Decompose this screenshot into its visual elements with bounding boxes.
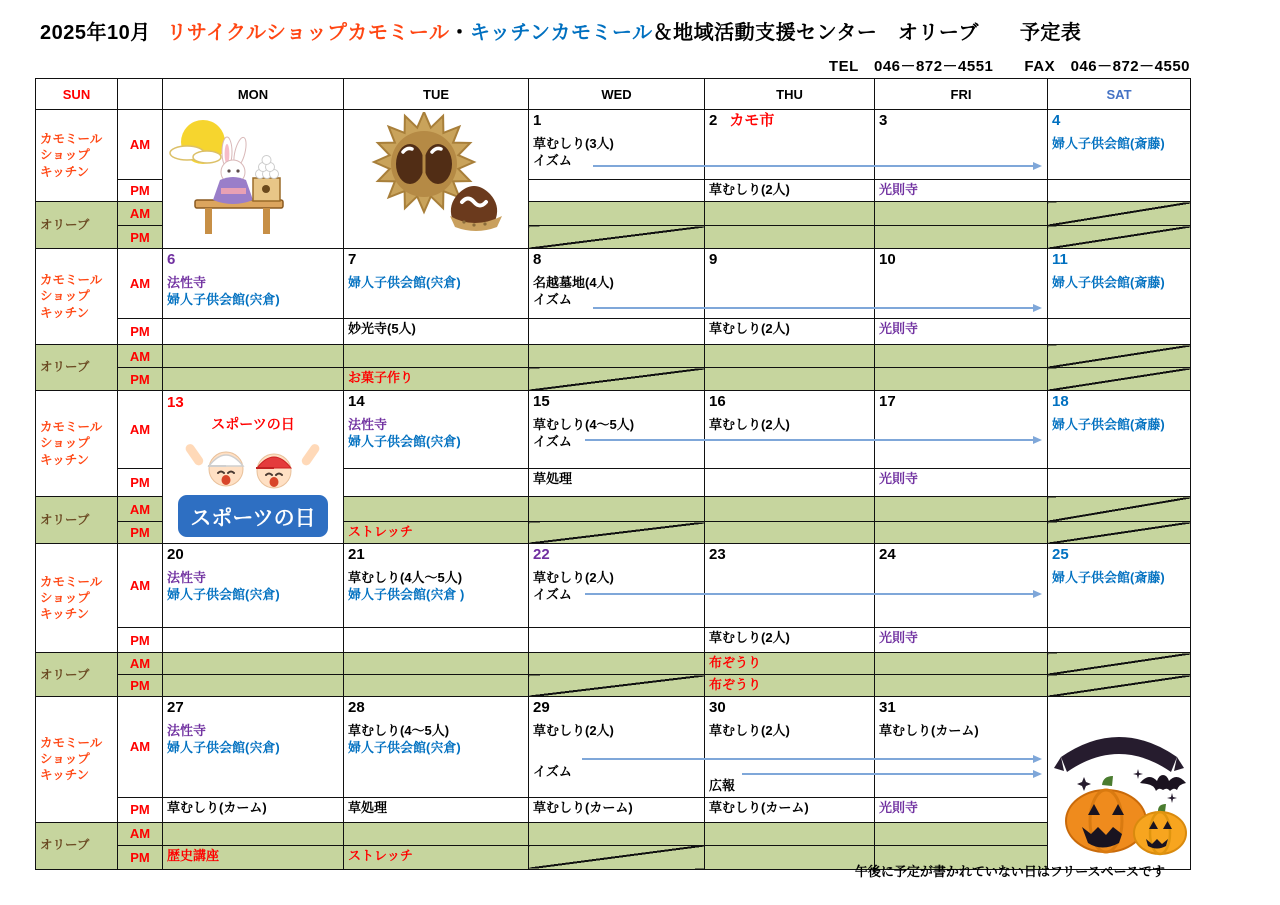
event-label: 婦人子供会館(宍倉) [167, 739, 280, 755]
day-22-olive-pm [529, 675, 705, 697]
event-label: 法性寺 [167, 722, 207, 738]
day-28-am [344, 697, 529, 798]
day-25-am [1048, 544, 1191, 628]
facility-label-olive: オリーブ [36, 822, 118, 869]
ampm-label: AM [118, 345, 163, 368]
event-label: 布ぞうり [709, 655, 762, 671]
day-number: 24 [879, 546, 896, 564]
day-number: 4 [1052, 112, 1061, 129]
day-2-pm [705, 180, 875, 202]
day-4-pm [1048, 180, 1191, 202]
day-2-olive-pm [705, 226, 875, 249]
day-18-olive-am [1048, 497, 1191, 522]
day-20-am [163, 544, 344, 628]
day-10-olive-am [875, 345, 1048, 368]
day-10-olive-pm [875, 368, 1048, 391]
day-30-am [705, 697, 875, 798]
day-15-am [529, 391, 705, 469]
event-label: イズム [533, 433, 572, 449]
day-header-mon: MON [163, 79, 344, 110]
ampm-label: PM [118, 522, 163, 544]
day-27-olive-am [163, 822, 344, 845]
contact-line: TEL 046－872－4551 FAX 046－872－4550 [828, 58, 1190, 75]
day-15-olive-am [529, 497, 705, 522]
facility-label-olive: オリーブ [36, 202, 118, 249]
day-18-am [1048, 391, 1191, 469]
day-21-am [344, 544, 529, 628]
day-25-olive-am [1048, 653, 1191, 675]
ampm-label: AM [118, 822, 163, 845]
day-31-pm [875, 797, 1048, 822]
ampm-label: PM [118, 368, 163, 391]
day-number: 13 [167, 394, 184, 411]
event-label: 光則寺 [879, 182, 919, 197]
day-number: 8 [533, 251, 542, 268]
day-27-pm [163, 797, 344, 822]
day-header-spacer [118, 79, 163, 110]
ampm-label: PM [118, 675, 163, 697]
day-21-olive-pm [344, 675, 529, 697]
ampm-label: AM [118, 202, 163, 226]
day-number: 3 [879, 112, 888, 129]
day-7-am [344, 249, 529, 319]
halloween-banner-text: TRICK OR TREAT [1059, 723, 1179, 757]
day-17-olive-pm [875, 522, 1048, 544]
day-16-pm [705, 469, 875, 497]
day-3-olive-am [875, 202, 1048, 226]
sports-illustration-cell [163, 391, 344, 544]
day-6-olive-am [163, 345, 344, 368]
ampm-label: AM [118, 653, 163, 675]
event-label: 草むしり(2人) [709, 182, 790, 197]
event-label: 光則寺 [879, 321, 919, 336]
day-31-olive-am [875, 822, 1048, 845]
day-24-am [875, 544, 1048, 628]
day-8-olive-pm [529, 368, 705, 391]
event-label: 草むしり(カーム) [879, 722, 979, 738]
event-label: 草むしり(3人) [533, 135, 614, 151]
title-separator: ・ [449, 22, 470, 44]
event-label: 光則寺 [879, 799, 919, 815]
day-2-am [705, 110, 875, 180]
day-29-olive-pm [529, 845, 705, 869]
event-label: 法性寺 [167, 274, 207, 290]
event-label: 婦人子供会館(宍倉) [348, 739, 461, 755]
day-10-pm [875, 319, 1048, 345]
ampm-label: AM [118, 391, 163, 469]
day-20-pm [163, 628, 344, 653]
event-label: 婦人子供会館(斎藤) [1052, 416, 1165, 432]
ampm-label: AM [118, 249, 163, 319]
day-header-fri: FRI [875, 79, 1048, 110]
day-number: 9 [709, 251, 718, 268]
day-14-pm [344, 469, 529, 497]
day-30-pm [705, 797, 875, 822]
day-20-olive-am [163, 653, 344, 675]
day-29-am [529, 697, 705, 798]
event-label: 草処理 [533, 471, 573, 486]
event-label: ストレッチ [348, 847, 413, 863]
day-number: 22 [533, 546, 550, 564]
event-label: 草むしり(カーム) [533, 799, 633, 815]
day-number: 27 [167, 699, 184, 717]
ampm-label: PM [118, 797, 163, 822]
title-month: 2025年10月 [40, 22, 151, 44]
event-label: イズム [533, 152, 572, 168]
ampm-label: AM [118, 497, 163, 522]
halloween-illustration-cell [1048, 697, 1191, 870]
ampm-label: PM [118, 319, 163, 345]
day-6-am [163, 249, 344, 319]
day-24-pm [875, 628, 1048, 653]
facility-label-kamomile: カモミール ショップ キッチン [36, 249, 118, 345]
day-number: 18 [1052, 393, 1069, 410]
event-label: 婦人子供会館(斎藤) [1052, 135, 1165, 151]
chestnut-illustration-cell [344, 110, 529, 249]
event-label: 草むしり(2人) [709, 630, 790, 646]
day-11-olive-am [1048, 345, 1191, 368]
day-4-olive-am [1048, 202, 1191, 226]
day-15-pm [529, 469, 705, 497]
ampm-label: AM [118, 110, 163, 180]
day-4-am [1048, 110, 1191, 180]
day-3-am [875, 110, 1048, 180]
day-24-olive-pm [875, 675, 1048, 697]
day-30-olive-pm [705, 845, 875, 869]
day-number: 15 [533, 393, 550, 410]
day-18-pm [1048, 469, 1191, 497]
event-label: イズム [533, 763, 572, 779]
day-25-pm [1048, 628, 1191, 653]
day-31-am [875, 697, 1048, 798]
event-label: 婦人子供会館(宍倉) [167, 586, 280, 602]
footer-note: 午後に予定が書かれていない日はフリースペースです [854, 864, 1165, 879]
day-11-olive-pm [1048, 368, 1191, 391]
day-30-olive-am [705, 822, 875, 845]
day-14-olive-am [344, 497, 529, 522]
day-9-pm [705, 319, 875, 345]
day-25-olive-pm [1048, 675, 1191, 697]
event-label: カモ市 [729, 112, 775, 129]
sports-illustration [165, 433, 341, 541]
day-header-sat: SAT [1048, 79, 1191, 110]
halloween-illustration [1050, 699, 1188, 859]
event-label: 婦人子供会館(宍倉) [348, 433, 461, 449]
day-9-olive-pm [705, 368, 875, 391]
day-7-olive-am [344, 345, 529, 368]
span-arrow [582, 758, 1040, 760]
day-23-am [705, 544, 875, 628]
day-number: 10 [879, 251, 896, 268]
day-16-olive-am [705, 497, 875, 522]
day-17-pm [875, 469, 1048, 497]
day-number: 16 [709, 393, 726, 410]
day-16-olive-pm [705, 522, 875, 544]
event-label: 草むしり(2人) [533, 722, 614, 738]
tsukimi-illustration [165, 112, 341, 240]
event-label: 光則寺 [879, 630, 919, 646]
ampm-label: PM [118, 469, 163, 497]
event-label: 草むしり(4～5人) [533, 416, 635, 432]
day-28-olive-am [344, 822, 529, 845]
day-number: 17 [879, 393, 896, 410]
event-label: ストレッチ [348, 524, 413, 540]
day-number: 29 [533, 699, 550, 717]
day-1-am [529, 110, 705, 180]
event-label: 草むしり(2人) [533, 569, 614, 585]
event-label: 草むしり(2人) [709, 321, 790, 336]
day-18-olive-pm [1048, 522, 1191, 544]
day-15-olive-pm [529, 522, 705, 544]
day-1-olive-pm [529, 226, 705, 249]
ampm-label: PM [118, 845, 163, 869]
day-22-pm [529, 628, 705, 653]
ampm-label: AM [118, 697, 163, 798]
event-label: 法性寺 [167, 569, 207, 585]
event-label: 婦人子供会館(宍倉) [167, 291, 280, 307]
day-header-sun: SUN [36, 79, 118, 110]
day-28-olive-pm [344, 845, 529, 869]
day-number: 25 [1052, 546, 1069, 564]
day-23-olive-pm [705, 675, 875, 697]
chestnut-illustration [346, 112, 526, 240]
day-number: 21 [348, 546, 365, 564]
event-label: 法性寺 [348, 416, 388, 432]
facility-label-kamomile: カモミール ショップ キッチン [36, 391, 118, 497]
ampm-label: AM [118, 544, 163, 628]
schedule-table [35, 78, 1191, 870]
event-label: 草むしり(2人) [709, 722, 790, 738]
day-3-pm [875, 180, 1048, 202]
day-3-olive-pm [875, 226, 1048, 249]
span-arrow [593, 307, 1040, 309]
tsukimi-illustration-cell [163, 110, 344, 249]
event-label: スポーツの日 [211, 416, 295, 432]
event-label: イズム [533, 586, 572, 602]
span-arrow [742, 773, 1040, 775]
day-7-pm [344, 319, 529, 345]
day-21-pm [344, 628, 529, 653]
event-label: 名越墓地(4人) [533, 274, 614, 290]
day-22-am [529, 544, 705, 628]
event-label: 広報 [709, 777, 736, 793]
day-2-olive-am [705, 202, 875, 226]
day-number: 30 [709, 699, 726, 717]
event-label: 婦人子供会館(斎藤) [1052, 274, 1165, 290]
day-17-am [875, 391, 1048, 469]
day-number: 7 [348, 251, 357, 268]
day-27-olive-pm [163, 845, 344, 869]
event-label: 妙光寺(5人) [348, 321, 416, 336]
day-22-olive-am [529, 653, 705, 675]
day-header-tue: TUE [344, 79, 529, 110]
ampm-label: PM [118, 180, 163, 202]
day-header-thu: THU [705, 79, 875, 110]
day-11-am [1048, 249, 1191, 319]
day-17-olive-am [875, 497, 1048, 522]
day-number: 11 [1052, 251, 1068, 268]
event-label: 草むしり(カーム) [167, 799, 267, 815]
day-6-olive-pm [163, 368, 344, 391]
event-label: 婦人子供会館(宍倉 ) [348, 586, 465, 602]
day-29-pm [529, 797, 705, 822]
day-number: 31 [879, 699, 896, 717]
day-8-pm [529, 319, 705, 345]
event-label: 婦人子供会館(宍倉) [348, 274, 461, 290]
event-label: 婦人子供会館(斎藤) [1052, 569, 1165, 585]
event-label: 草処理 [348, 799, 388, 815]
day-number: 2 [709, 112, 718, 129]
sports-banner-text: スポーツの日 [190, 507, 316, 531]
day-4-olive-pm [1048, 226, 1191, 249]
facility-label-kamomile: カモミール ショップ キッチン [36, 697, 118, 823]
day-number: 1 [533, 112, 542, 129]
day-number: 14 [348, 393, 365, 410]
day-23-pm [705, 628, 875, 653]
day-number: 6 [167, 251, 176, 268]
facility-label-olive: オリーブ [36, 653, 118, 697]
event-label: 草むしり(4人～5人) [348, 569, 463, 585]
span-arrow [585, 439, 1040, 441]
ampm-label: PM [118, 628, 163, 653]
facility-label-olive: オリーブ [36, 497, 118, 544]
page-title [40, 16, 1081, 45]
day-28-pm [344, 797, 529, 822]
day-23-olive-am [705, 653, 875, 675]
day-21-olive-am [344, 653, 529, 675]
day-14-am [344, 391, 529, 469]
day-14-olive-pm [344, 522, 529, 544]
day-number: 20 [167, 546, 184, 564]
event-label: イズム [533, 291, 572, 307]
facility-label-kamomile: カモミール ショップ キッチン [36, 110, 118, 202]
day-24-olive-am [875, 653, 1048, 675]
day-9-olive-am [705, 345, 875, 368]
title-rest: ＆地域活動支援センター オリーブ 予定表 [652, 22, 1082, 44]
day-20-olive-pm [163, 675, 344, 697]
event-label: 歴史講座 [167, 847, 220, 863]
title-shop-recycle: リサイクルショップカモミール [166, 22, 450, 44]
day-number: 28 [348, 699, 365, 717]
event-label: 草むしり(カーム) [709, 799, 809, 815]
span-arrow [585, 593, 1040, 595]
event-label: 布ぞうり [709, 677, 762, 693]
event-label: 光則寺 [879, 471, 919, 486]
day-7-olive-pm [344, 368, 529, 391]
day-number: 23 [709, 546, 726, 564]
day-6-pm [163, 319, 344, 345]
day-27-am [163, 697, 344, 798]
event-label: 草むしり(2人) [709, 416, 790, 432]
day-29-olive-am [529, 822, 705, 845]
day-1-olive-am [529, 202, 705, 226]
title-shop-kitchen: キッチンカモミール [469, 22, 653, 44]
day-header-wed: WED [529, 79, 705, 110]
event-label: 草むしり(4～5人) [348, 722, 450, 738]
day-16-am [705, 391, 875, 469]
facility-label-olive: オリーブ [36, 345, 118, 391]
span-arrow [593, 165, 1040, 167]
ampm-label: PM [118, 226, 163, 249]
day-1-pm [529, 180, 705, 202]
facility-label-kamomile: カモミール ショップ キッチン [36, 544, 118, 653]
day-8-olive-am [529, 345, 705, 368]
day-11-pm [1048, 319, 1191, 345]
event-label: お菓子作り [348, 370, 414, 385]
